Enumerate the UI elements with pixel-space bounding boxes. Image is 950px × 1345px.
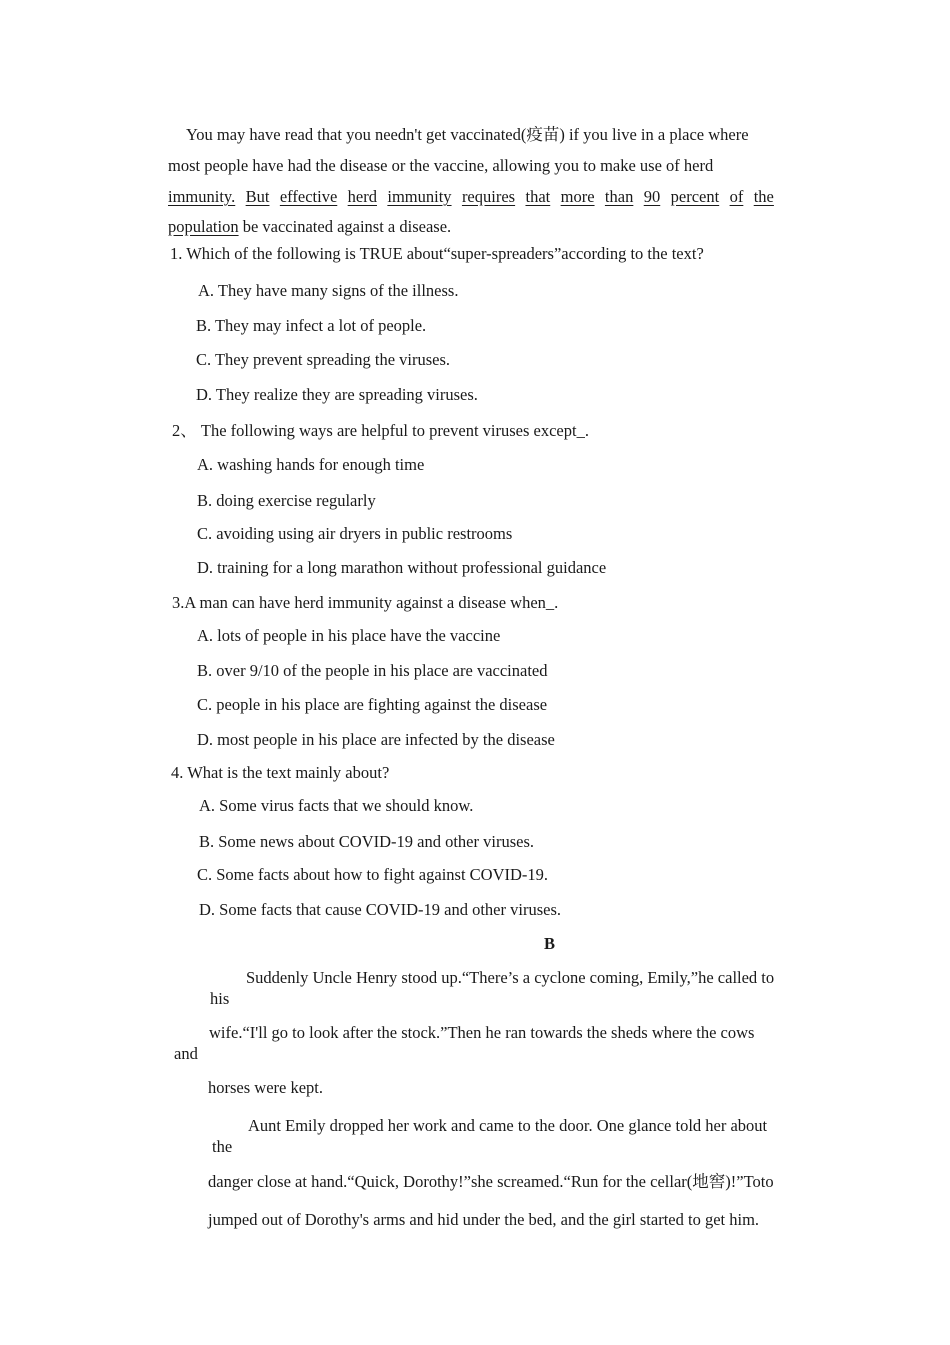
question-3-option-d: D. most people in his place are infected by the disease [197, 730, 555, 749]
question-2-stem-end: . [584, 421, 589, 440]
question-1-option-b: B. They may infect a lot of people. [196, 316, 427, 335]
passage-line: wife.“I'll go to look after the stock.”Then he ran towards the sheds where the cows [209, 1023, 755, 1042]
question-3-option-b: B. over 9/10 of the people in his place are vaccinated [197, 661, 548, 680]
question-1-option-a: A. They have many signs of the illness. [198, 281, 459, 300]
question-1-option-d: D. They realize they are spreading viruses. [196, 385, 478, 404]
question-2-stem [172, 421, 589, 441]
intro-word: percent [670, 187, 720, 206]
question-4-option-d: D. Some facts that cause COVID-19 and other viruses. [199, 900, 561, 919]
question-2-option-c: C. avoiding using air dryers in public restrooms [197, 524, 513, 543]
intro-word: But [245, 187, 270, 206]
question-4-option-a: A. Some virus facts that we should know. [199, 796, 474, 815]
question-2-blank: _ [576, 421, 585, 440]
intro-word: more [560, 187, 595, 206]
question-3-stem-end: . [554, 593, 559, 612]
question-3-option-a: A. lots of people in his place have the vaccine [197, 626, 501, 645]
question-3-option-c: C. people in his place are fighting against the disease [197, 695, 548, 714]
intro-line-1: You may have read that you needn't get vaccinated(疫苗) if you live in a place where [186, 125, 749, 144]
intro-word: 90 [643, 187, 661, 206]
question-2-stem-text: 2、 The following ways are helpful to prevent viruses except [172, 421, 577, 440]
passage-line: jumped out of Dorothy's arms and hid under the bed, and the girl started to get him. [208, 1210, 760, 1229]
question-1-stem: 1. Which of the following is TRUE about“super-spreaders”according to the text? [170, 244, 704, 263]
question-2-option-d: D. training for a long marathon without professional guidance [197, 558, 607, 577]
intro-word: requires [461, 187, 516, 206]
question-1-option-c: C. They prevent spreading the viruses. [196, 350, 451, 369]
intro-word: the [753, 187, 774, 206]
question-3-stem-text: 3.A man can have herd immunity against a disease when [172, 593, 546, 612]
intro-word: immunity [387, 187, 452, 206]
passage-line: Aunt Emily dropped her work and came to the door. One glance told her about [248, 1116, 768, 1135]
passage-line: the [212, 1137, 233, 1156]
passage-line: his [210, 989, 230, 1008]
intro-word: than [604, 187, 634, 206]
question-2-option-a: A. washing hands for enough time [197, 455, 425, 474]
section-b-heading: B [544, 934, 556, 953]
intro-word: that [525, 187, 551, 206]
intro-line-3 [168, 187, 774, 207]
intro-word: effective [279, 187, 338, 206]
intro-word: herd [347, 187, 377, 206]
passage-line: and [174, 1044, 198, 1063]
question-4-stem: 4. What is the text mainly about? [171, 763, 390, 782]
intro-word-population: population [168, 217, 239, 236]
question-4-option-c: C. Some facts about how to fight against COVID-19. [197, 865, 549, 884]
passage-line: horses were kept. [208, 1078, 324, 1097]
intro-line-4 [168, 217, 451, 237]
intro-word: of [729, 187, 744, 206]
intro-word: immunity. [168, 187, 236, 206]
intro-line-2: most people have had the disease or the vaccine, allowing you to make use of herd [168, 156, 714, 175]
intro-line-4-rest: be vaccinated against a disease. [238, 217, 452, 236]
question-2-option-b: B. doing exercise regularly [197, 491, 376, 510]
passage-line: danger close at hand.“Quick, Dorothy!”she screamed.“Run for the cellar(地窖)!”Toto [208, 1172, 774, 1191]
question-4-option-b: B. Some news about COVID-19 and other viruses. [199, 832, 534, 851]
passage-line: Suddenly Uncle Henry stood up.“There’s a cyclone coming, Emily,”he called to [246, 968, 775, 987]
question-3-blank: _ [545, 593, 555, 612]
question-3-stem [172, 593, 558, 613]
